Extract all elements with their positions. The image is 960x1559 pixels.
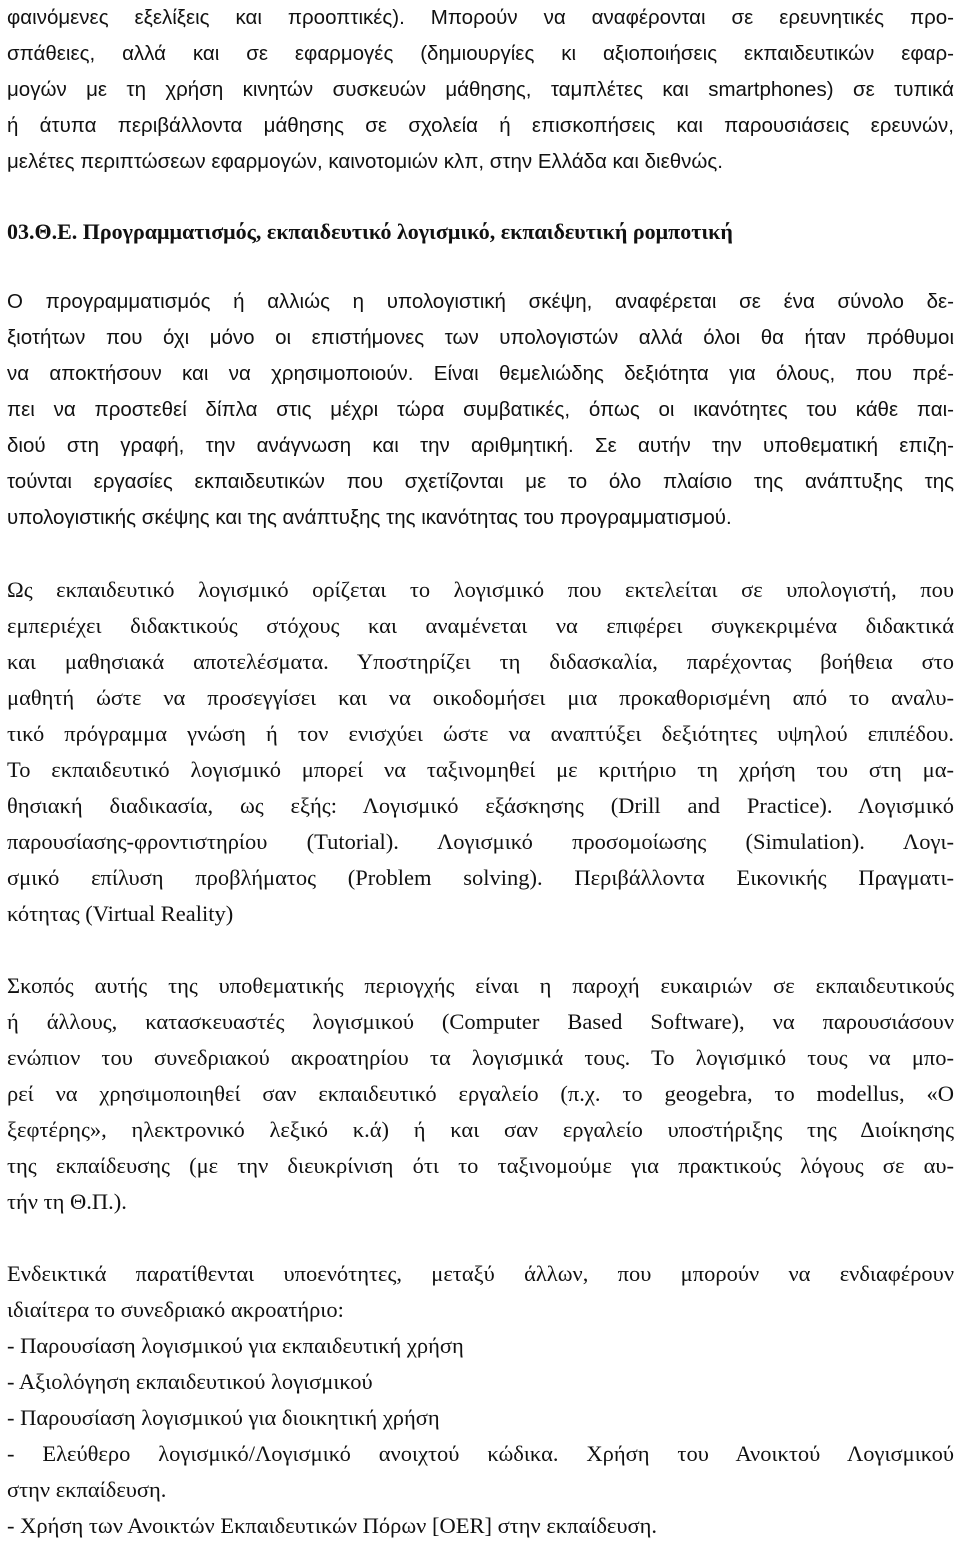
spacer: [7, 1220, 954, 1256]
spacer: [7, 932, 954, 968]
text-line: Σκοπός αυτής της υποθεματικής περιογχής είναι η παροχή ευκαιριών σε εκπαιδευτικούς: [7, 973, 954, 998]
text-line: θησιακή διαδικασία, ως εξής: Λογισμικό εξάσκησης (Drill and Practice). Λογισμικό: [7, 793, 954, 818]
educational-software-paragraph: [7, 572, 954, 932]
spacer: [7, 180, 954, 214]
text-line: σπάθειες, αλλά και σε εφαρμογές (δημιουργίες κι αξιοποιήσεις εκπαιδευτικών εφαρ-: [7, 42, 954, 65]
text-line: κότητας (Virtual Reality): [7, 901, 234, 926]
text-line: ενώπιον του συνεδριακού ακροατηρίου τα λογισμικά τους. Το λογισμικό τους να μπο-: [7, 1045, 954, 1070]
purpose-paragraph: [7, 968, 954, 1220]
text-line: της εκπαίδευσης (με την διευκρίνιση ότι το ταξινομούμε για πρακτικούς λόγους σε αυ-: [7, 1153, 954, 1178]
intro-paragraph: [7, 0, 954, 180]
text-line: μογών με τη χρήση κινητών συσκευών μάθησης, ταμπλέτες και smartphones) σε τυπικά: [7, 78, 954, 101]
list-item: - Παρουσίαση λογισμικού για διοικητική χρήση: [7, 1405, 440, 1430]
text-line: ρεί να χρησιμοποιηθεί σαν εκπαιδευτικό εργαλείο (π.χ. το geogebra, το modellus, «Ο: [7, 1081, 954, 1106]
list-item: - Ελεύθερο λογισμικό/Λογισμικό ανοιχτού κώδικα. Χρήση του Ανοικτού Λογισμικού: [7, 1441, 954, 1466]
spacer: [7, 250, 954, 284]
text-line: τούνται εργασίες εκπαιδευτικών που σχετίζονται με το όλο πλαίσιο της ανάπτυξης της: [7, 470, 954, 493]
text-line: εμπεριέχει διδακτικούς στόχους και αναμένεται να επιφέρει συγκεκριμένα διδακτικά: [7, 613, 954, 638]
text-line: μαθητή ώστε να προσεγγίσει και να οικοδομήσει μια προκαθορισμένη από το αναλυ-: [7, 685, 954, 710]
text-line: μελέτες περιπτώσεων εφαρμογών, καινοτομιών κλπ, στην Ελλάδα και διεθνώς.: [7, 150, 723, 173]
programming-paragraph: [7, 284, 954, 536]
text-line: Ενδεικτικά παρατίθενται υποενότητες, μεταξύ άλλων, που μπορούν να ενδιαφέρουν: [7, 1261, 954, 1286]
text-line: ή άλλους, κατασκευαστές λογισμικού (Computer Based Software), να παρουσιάσουν: [7, 1009, 954, 1034]
list-item-continuation: στην εκπαίδευση.: [7, 1477, 167, 1502]
text-line: υπολογιστικής σκέψης και της ανάπτυξης της ικανότητας του προγραμματισμού.: [7, 506, 732, 529]
text-line: ξεφτέρης», ηλεκτρονικό λεξικό κ.ά) ή και σαν εργαλείο υποστήριξης της Διοίκησης: [7, 1117, 954, 1142]
section-heading: 03.Θ.Ε. Προγραμματισμός, εκπαιδευτικό λογισμικό, εκπαιδευτική ρομποτική: [7, 219, 733, 244]
subtopics-paragraph: [7, 1256, 954, 1544]
text-line: φαινόμενες εξελίξεις και προοπτικές). Μπορούν να αναφέρονται σε ερευνητικές προ-: [7, 6, 954, 29]
text-line: Το εκπαιδευτικό λογισμικό μπορεί να ταξινομηθεί με κριτήριο τη χρήση του στη μα-: [7, 757, 954, 782]
text-line: και μαθησιακά αποτελέσματα. Υποστηρίζει τη διδασκαλία, παρέχοντας βοήθεια στο: [7, 649, 954, 674]
list-item: - Χρήση των Ανοικτών Εκπαιδευτικών Πόρων [OER] στην εκπαίδευση.: [7, 1513, 658, 1538]
list-item: - Παρουσίαση λογισμικού για εκπαιδευτική χρήση: [7, 1333, 464, 1358]
text-line: διού στη γραφή, την ανάγνωση και την αριθμητική. Σε αυτήν την υποθεματική επιζη-: [7, 434, 954, 457]
text-line: ή άτυπα περιβάλλοντα μάθησης σε σχολεία ή επισκοπήσεις και παρουσιάσεις ερευνών,: [7, 114, 954, 137]
spacer: [7, 536, 954, 572]
text-line: σμικό επίλυση προβλήματος (Problem solving). Περιβάλλοντα Εικονικής Πραγματι-: [7, 865, 954, 890]
text-line: Ο προγραμματισμός ή αλλιώς η υπολογιστική σκέψη, αναφέρεται σε ένα σύνολο δε-: [7, 290, 954, 313]
text-line: παρουσίασης-φροντιστηρίου (Tutorial). Λογισμικό προσομοίωσης (Simulation). Λογι-: [7, 829, 954, 854]
text-line: ιδιαίτερα το συνεδριακό ακροατήριο:: [7, 1297, 344, 1322]
text-line: Ως εκπαιδευτικό λογισμικό ορίζεται το λογισμικό που εκτελείται σε υπολογιστή, που: [7, 577, 954, 602]
text-line: πει να προστεθεί δίπλα στις μέχρι τώρα συμβατικές, όπως οι ικανότητες του κάθε παι-: [7, 398, 954, 421]
text-line: τήν τη Θ.Π.).: [7, 1189, 127, 1214]
text-line: ξιοτήτων που όχι μόνο οι επιστήμονες των υπολογιστών αλλά όλοι θα ήταν πρόθυμοι: [7, 326, 954, 349]
list-item: - Αξιολόγηση εκπαιδευτικού λογισμικού: [7, 1369, 373, 1394]
text-line: να αποκτήσουν και να χρησιμοποιούν. Είναι θεμελιώδης δεξιότητα για όλους, που πρέ-: [7, 362, 954, 385]
text-line: τικό πρόγραμμα γνώση ή τον ενισχύει ώστε να αναπτύξει δεξιότητες υψηλού επιπέδου.: [7, 721, 954, 746]
